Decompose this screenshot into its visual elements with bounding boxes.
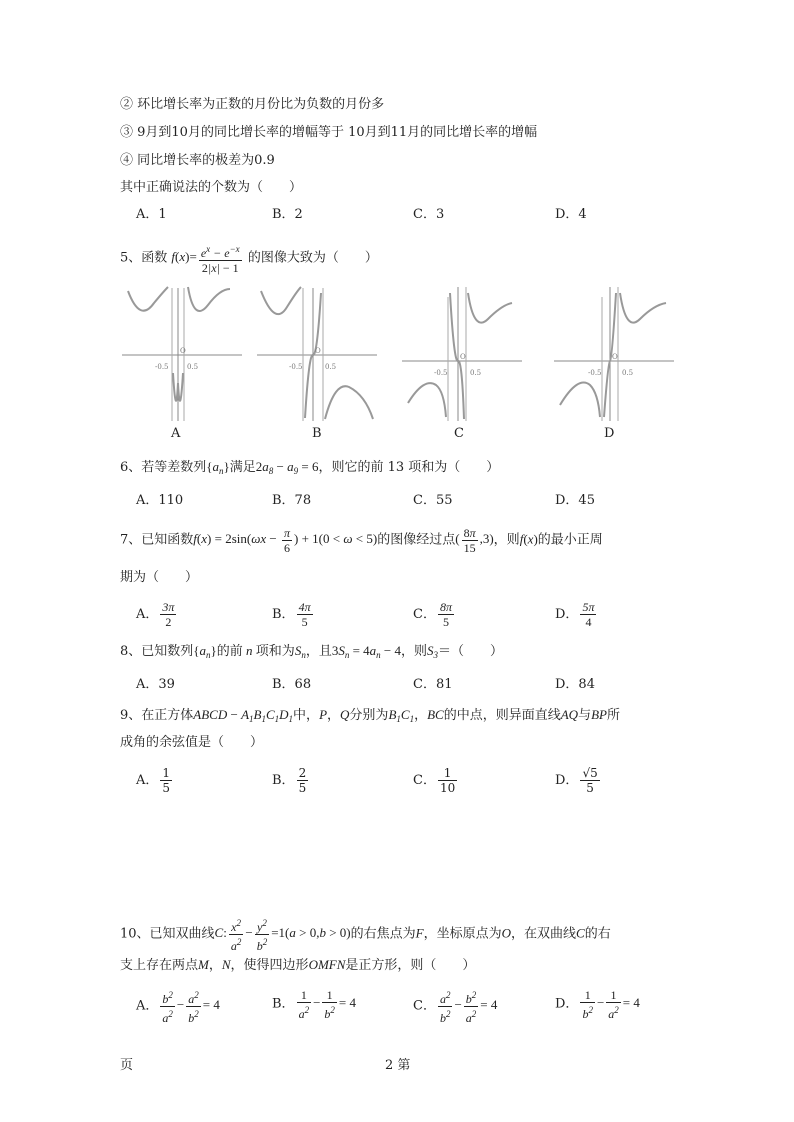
- svg-text:0.5: 0.5: [325, 363, 337, 371]
- svg-text:-0.5: -0.5: [434, 369, 448, 377]
- q7-option-c: C． $\frac{8\pi}{5}$: [413, 600, 452, 629]
- q7-option-d: D． $\frac{5\pi}{4}$: [555, 600, 595, 629]
- q8-stem: 8、已知数列$\{a_n\}$的前 n 项和为$S_n$，且$3S_n = 4a_n - 4$，则$S_3=$（ ）: [120, 643, 504, 660]
- q4-item-3: ③ 9月到10月的同比增长率的增幅等于 10月到11月的同比增长率的增幅: [120, 125, 538, 140]
- svg-text:0.5: 0.5: [187, 363, 199, 371]
- q9-option-a: A． $\frac{1}{5}$: [136, 766, 171, 795]
- q5-stem: 5、函数 f(x)= $\frac{e^x - e^{-x}}{2|x| - 1}$ 的图像大致为（ ）: [120, 244, 378, 275]
- svg-text:-0.5: -0.5: [289, 363, 303, 371]
- q4-option-b: B．2: [272, 207, 303, 222]
- q10-option-d: D． $\frac{1}{b^2}$ − $\frac{1}{a^2}$ = 4: [555, 988, 640, 1021]
- graph-label-a: A: [171, 426, 181, 441]
- svg-text:0.5: 0.5: [470, 369, 482, 377]
- q10-line2: 支上存在两点M，N，使得四边形OMFN是正方形，则（ ）: [120, 957, 476, 973]
- q9-option-c: C． $\frac{1}{10}$: [413, 766, 456, 795]
- svg-text:O: O: [315, 347, 321, 355]
- q7-option-a: A． $\frac{3\pi}{2}$: [136, 600, 175, 629]
- q9-stem: 9、在正方体ABCD − $A_1B_1C_1D_1$中，P，Q分别为$B_1C_1$，BC的中点，则异面直线AQ与BP所: [120, 707, 620, 724]
- graph-a: [120, 283, 248, 423]
- q7-stem: 7、已知函数f(x) = 2sin(ωx − $\frac{\pi}{6}$ ) + 1(0 < ω < 5)的图像经过点( $\frac{8\pi}{15}$ ,3)，则f(x)的最小正周: [120, 526, 603, 555]
- q10-option-a: A． $\frac{b^2}{a^2}$ − $\frac{a^2}{b^2}$ = 4: [136, 990, 220, 1025]
- svg-text:-0.5: -0.5: [588, 369, 602, 377]
- svg-text:O: O: [460, 353, 466, 361]
- q8-option-b: B．68: [272, 677, 312, 692]
- q6-option-c: C．55: [413, 493, 453, 508]
- q7-option-b: B． $\frac{4\pi}{5}$: [272, 600, 311, 629]
- q10-option-b: B． $\frac{1}{a^2}$ − $\frac{1}{b^2}$ = 4: [272, 988, 356, 1021]
- q4-option-d: D．4: [555, 207, 587, 222]
- q9-line2: 成角的余弦值是（ ）: [120, 735, 264, 750]
- svg-text:O: O: [180, 347, 186, 355]
- q4-stem: 其中正确说法的个数为（ ）: [120, 180, 303, 195]
- svg-text:-0.5: -0.5: [155, 363, 169, 371]
- q8-option-c: C．81: [413, 677, 453, 692]
- svg-text:O: O: [612, 353, 618, 361]
- q8-option-d: D．84: [555, 677, 595, 692]
- q4-item-2: ② 环比增长率为正数的月份比为负数的月份多: [120, 97, 385, 112]
- graph-label-b: B: [312, 426, 322, 441]
- q4-item-4: ④ 同比增长率的极差为0.9: [120, 153, 275, 168]
- graph-label-c: C: [454, 426, 464, 441]
- q8-option-a: A．39: [136, 677, 175, 692]
- graph-d: [552, 283, 680, 423]
- graph-c: [400, 283, 528, 423]
- q10-stem: 10、已知双曲线C: $\frac{x^2}{a^2}$ − $\frac{y^2}{b^2}$ =1(a > 0,b > 0)的右焦点为F，坐标原点为O，在双曲线C的右: [120, 918, 611, 953]
- q6-option-d: D．45: [555, 493, 595, 508]
- q6-stem: 6、若等差数列$\{a_n\}$满足$2a_8 - a_9 = 6$，则它的前 13 项和为（ ）: [120, 459, 500, 476]
- q5-formula: f(x)= $\frac{e^x - e^{-x}}{2|x| - 1}$: [171, 244, 240, 275]
- q6-option-a: A．110: [136, 493, 184, 508]
- q7-line2: 期为（ ）: [120, 570, 199, 585]
- q10-option-c: C． $\frac{a^2}{b^2}$ − $\frac{b^2}{a^2}$ = 4: [413, 990, 498, 1025]
- footer-left: 页: [120, 1058, 134, 1073]
- q6-option-b: B．78: [272, 493, 312, 508]
- q9-option-b: B． $\frac{2}{5}$: [272, 766, 307, 795]
- page-number: 2 第: [385, 1058, 411, 1073]
- q9-option-d: D． $\frac{√5}{5}$: [555, 766, 598, 795]
- graph-label-d: D: [604, 426, 615, 441]
- q4-option-a: A．1: [136, 207, 167, 222]
- svg-text:0.5: 0.5: [622, 369, 634, 377]
- graph-b: [255, 283, 383, 423]
- q4-option-c: C．3: [413, 207, 445, 222]
